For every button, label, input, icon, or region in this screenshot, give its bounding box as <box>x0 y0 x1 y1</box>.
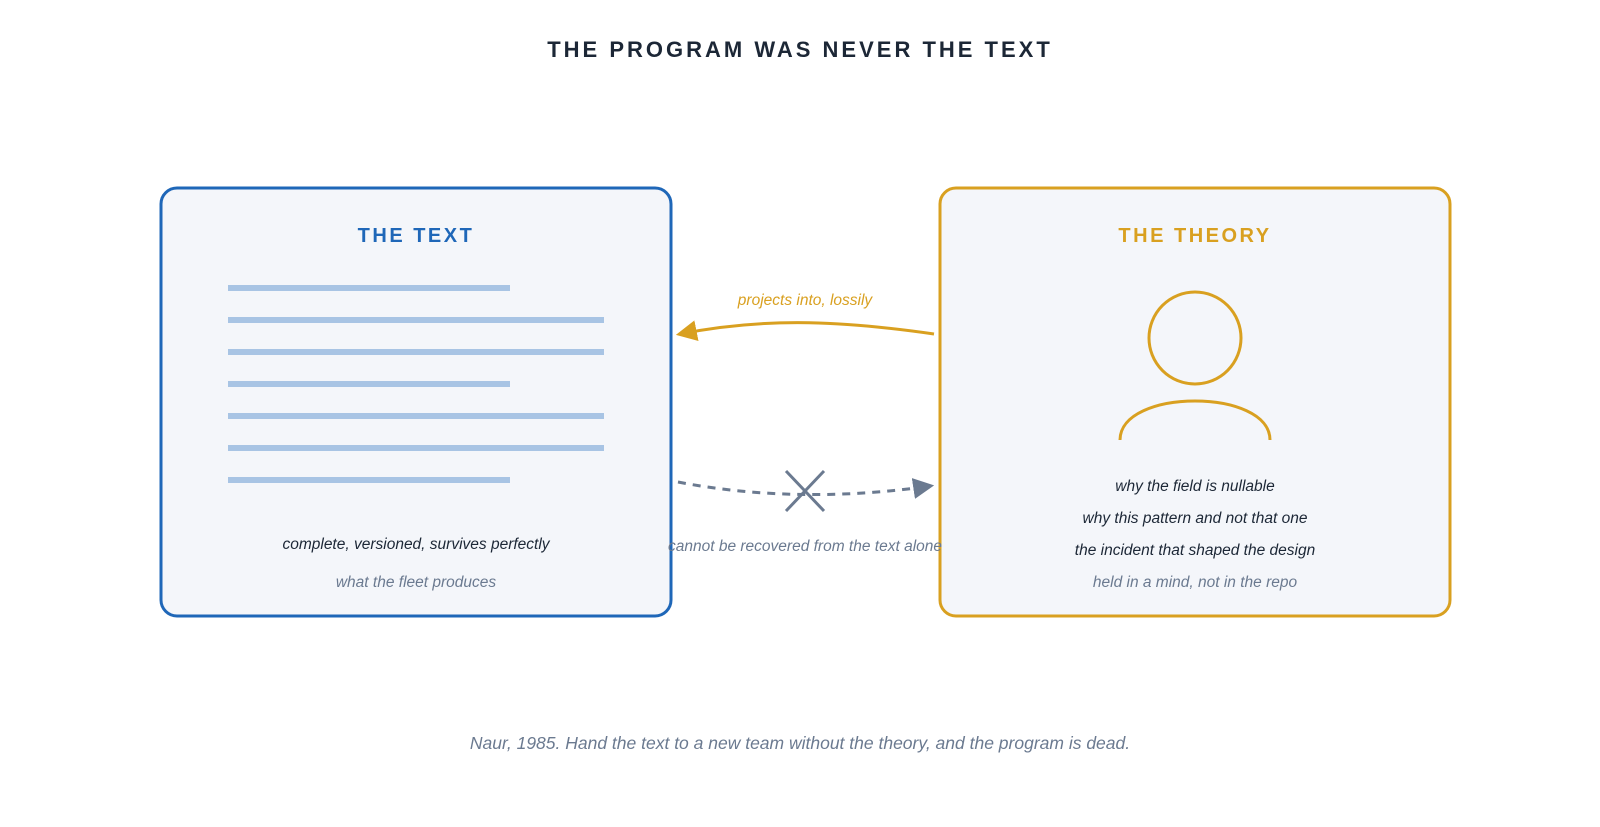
blocked-arrow-label: cannot be recovered from the text alone <box>668 538 942 555</box>
blocked-arrow <box>668 471 942 555</box>
x-mark-icon <box>786 471 824 511</box>
theory-box <box>940 188 1450 616</box>
theory-line: the incident that shaped the design <box>1074 542 1316 559</box>
page-title: THE PROGRAM WAS NEVER THE TEXT <box>547 37 1053 62</box>
text-box-secondary: what the fleet produces <box>335 574 497 591</box>
text-box <box>161 188 671 616</box>
theory-box-secondary: held in a mind, not in the repo <box>1092 574 1298 591</box>
theory-line: why this pattern and not that one <box>1082 510 1308 527</box>
caption: Naur, 1985. Hand the text to a new team without the theory, and the program is dead. <box>469 733 1131 753</box>
projects-arrow-label: projects into, lossily <box>737 292 873 309</box>
text-box-primary: complete, versioned, survives perfectly <box>282 536 550 553</box>
projects-arrow <box>680 292 934 334</box>
theory-line: why the field is nullable <box>1115 478 1275 495</box>
theory-box-title: THE THEORY <box>1118 225 1272 247</box>
text-box-title: THE TEXT <box>357 225 475 247</box>
